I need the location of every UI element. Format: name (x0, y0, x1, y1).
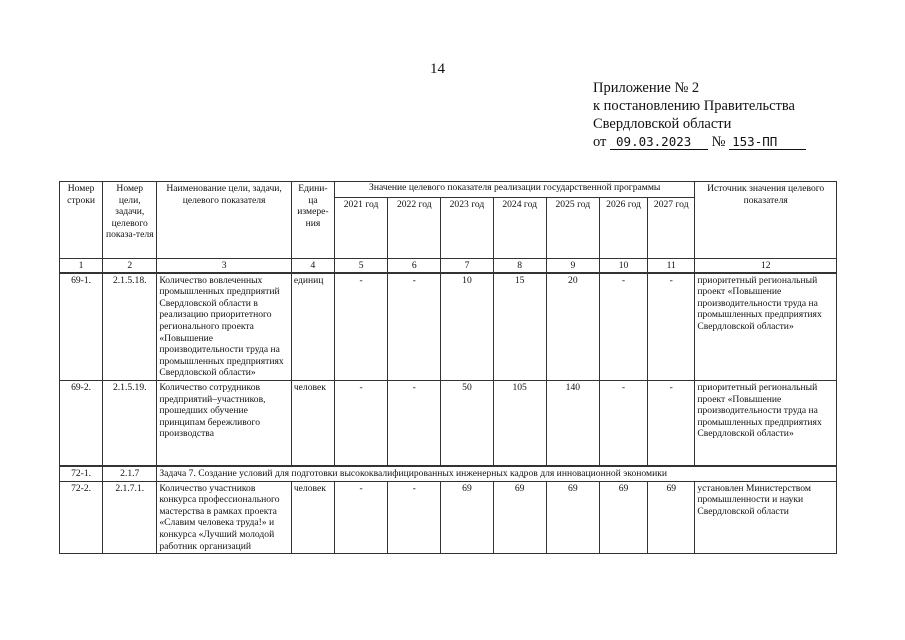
value-2021: - (335, 380, 388, 466)
page-number: 14 (430, 61, 445, 77)
table-row (60, 380, 837, 466)
header-year: 2027 год (648, 198, 695, 259)
value-2023: 69 (441, 481, 493, 554)
unit: человек (291, 380, 334, 466)
row-number: 69-1. (60, 273, 103, 381)
value-2022: - (388, 380, 441, 466)
value-2027: 69 (648, 481, 695, 554)
indicator-source: установлен Министерством промышленности и науки Свердловской области (695, 481, 837, 554)
value-2027: - (648, 273, 695, 381)
indicator-source: приоритетный региональный проект «Повышение производительности труда на промышленных предприятиях Свердловской области» (695, 380, 837, 466)
value-2025: 20 (546, 273, 599, 381)
value-2024: 15 (493, 273, 546, 381)
value-2023: 10 (441, 273, 493, 381)
header-year: 2026 год (599, 198, 647, 259)
header-unit: Едини-ца измере-ния (291, 182, 334, 259)
header-indicator-name: Наименование цели, задачи, целевого показателя (157, 182, 292, 259)
decree-number: 153-ПП (729, 135, 806, 150)
value-2023: 50 (441, 380, 493, 466)
header-values-group: Значение целевого показателя реализации государственной программы (335, 182, 695, 198)
column-number: 8 (493, 259, 546, 273)
column-numbers-row (60, 259, 837, 273)
appendix-title: Приложение № 2 (593, 80, 700, 96)
row-number: 72-1. (60, 466, 103, 481)
column-number: 11 (648, 259, 695, 273)
column-number: 10 (599, 259, 647, 273)
goal-number: 2.1.7.1. (103, 481, 157, 554)
table-row (60, 481, 837, 554)
value-2022: - (388, 481, 441, 554)
value-2026: 69 (599, 481, 647, 554)
column-number: 3 (157, 259, 292, 273)
indicator-source: приоритетный региональный проект «Повышение производительности труда на промышленных предприятиях Свердловской области» (695, 273, 837, 381)
table-header-row (60, 182, 837, 198)
goal-number: 2.1.5.19. (103, 380, 157, 466)
value-2027: - (648, 380, 695, 466)
column-number: 7 (441, 259, 493, 273)
header-year: 2024 год (493, 198, 546, 259)
number-prefix: № (711, 134, 726, 150)
appendix-date-number (593, 133, 806, 151)
column-number: 4 (291, 259, 334, 273)
value-2026: - (599, 380, 647, 466)
task-title: Задача 7. Создание условий для подготовки высококвалифицированных инженерных кадров для инновационной экономики (157, 466, 837, 481)
value-2021: - (335, 273, 388, 381)
unit: единиц (291, 273, 334, 381)
indicators-table (59, 181, 837, 554)
column-number: 1 (60, 259, 103, 273)
column-number: 2 (103, 259, 157, 273)
header-year: 2025 год (546, 198, 599, 259)
header-year: 2023 год (441, 198, 493, 259)
appendix-header (593, 79, 806, 151)
row-number: 69-2. (60, 380, 103, 466)
goal-number: 2.1.7 (103, 466, 157, 481)
header-goal-number: Номер цели, задачи, целевого показа-теля (103, 182, 157, 259)
task-row (60, 466, 837, 481)
header-row-number: Номер строки (60, 182, 103, 259)
value-2024: 69 (493, 481, 546, 554)
unit: человек (291, 481, 334, 554)
row-number: 72-2. (60, 481, 103, 554)
value-2024: 105 (493, 380, 546, 466)
appendix-decree-line: к постановлению Правительства (593, 98, 795, 114)
goal-number: 2.1.5.18. (103, 273, 157, 381)
value-2025: 69 (546, 481, 599, 554)
indicator-name: Количество участников конкурса профессионального мастерства в рамках проекта «Славим человека труда!» и конкурса «Лучший молодой работник организаций (157, 481, 292, 554)
header-year: 2022 год (388, 198, 441, 259)
column-number: 6 (388, 259, 441, 273)
value-2025: 140 (546, 380, 599, 466)
appendix-region-line: Свердловской области (593, 116, 732, 132)
header-source: Источник значения целевого показателя (695, 182, 837, 259)
date-prefix: от (593, 134, 607, 150)
value-2022: - (388, 273, 441, 381)
header-year: 2021 год (335, 198, 388, 259)
column-number: 12 (695, 259, 837, 273)
value-2026: - (599, 273, 647, 381)
indicator-name: Количество вовлеченных промышленных предприятий Свердловской области в реализацию приоритетного регионального проекта «Повышение производительности труда на промышленных предприятиях Свердловской области» (157, 273, 292, 381)
value-2021: - (335, 481, 388, 554)
indicator-name: Количество сотрудников предприятий–участников, прошедших обучение принципам бережливого производства (157, 380, 292, 466)
column-number: 9 (546, 259, 599, 273)
table-row (60, 273, 837, 381)
decree-date: 09.03.2023 (610, 135, 708, 150)
column-number: 5 (335, 259, 388, 273)
